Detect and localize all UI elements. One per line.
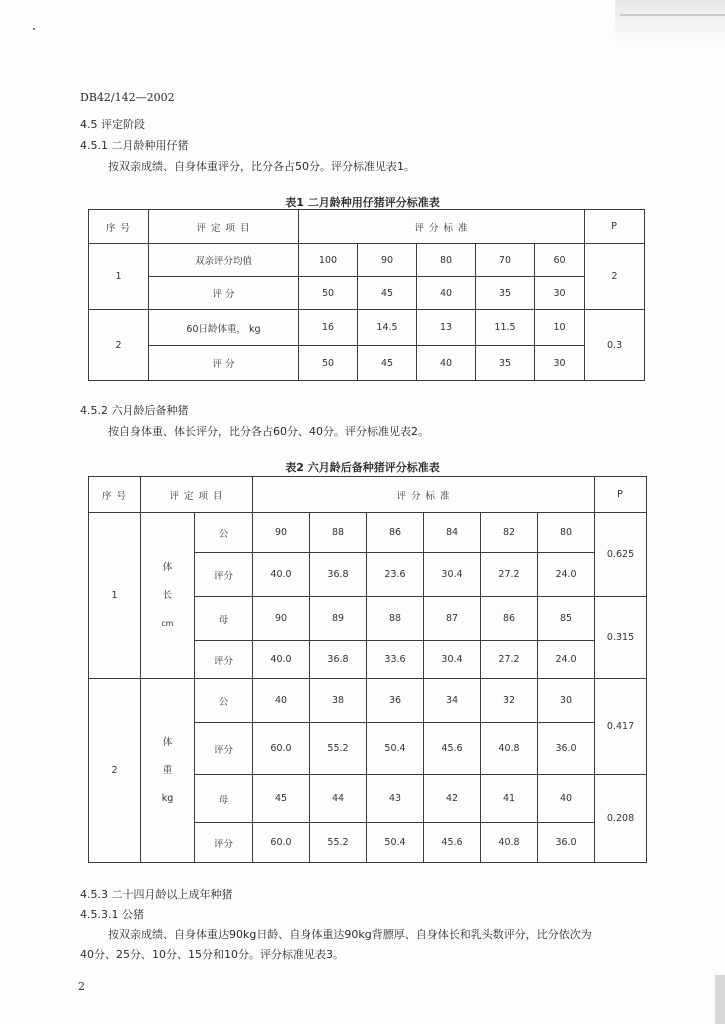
scan-corner-line <box>620 14 725 16</box>
table-cell: 50 <box>299 277 358 310</box>
table-cell: 36.0 <box>538 723 595 775</box>
score-label: 评分 <box>195 641 253 679</box>
table-cell: 80 <box>538 513 595 553</box>
table-cell: 36.0 <box>538 823 595 863</box>
table-cell: 33.6 <box>367 641 424 679</box>
table-cell: 30 <box>535 277 585 310</box>
table-cell: 90 <box>358 244 417 277</box>
table-cell: 45 <box>358 346 417 381</box>
table-cell: 40.0 <box>253 553 310 597</box>
table-cell: 34 <box>424 679 481 723</box>
table-cell: 11.5 <box>476 310 535 346</box>
sex-label: 母 <box>195 775 253 823</box>
page-number: 2 <box>78 980 85 993</box>
table-header-p: P <box>585 210 645 244</box>
scan-edge-strip <box>715 975 725 1024</box>
scan-corner-shadow <box>615 0 725 46</box>
sex-label: 公 <box>195 513 253 553</box>
paragraph-4-5-1: 按双亲成绩、自身体重评分，比分各占50分。评分标准见表1。 <box>108 160 415 173</box>
table-cell: 60.0 <box>253 823 310 863</box>
item-label: 60日龄体重， kg <box>149 310 299 346</box>
table-header-no: 序 号 <box>89 210 149 244</box>
table-cell: 40 <box>417 277 476 310</box>
table-cell: 16 <box>299 310 358 346</box>
table-cell: 30.4 <box>424 641 481 679</box>
table-cell: 32 <box>481 679 538 723</box>
measure-char: 体 <box>162 736 173 748</box>
table-cell: 45.6 <box>424 823 481 863</box>
table-header-item: 评 定 项 目 <box>141 477 253 513</box>
row-number: 1 <box>89 244 149 310</box>
table1-caption: 表1 二月龄种用仔猪评分标准表 <box>285 196 440 209</box>
table-cell: 55.2 <box>310 823 367 863</box>
table-cell: 85 <box>538 597 595 641</box>
table-cell: 88 <box>367 597 424 641</box>
table-cell: 45 <box>358 277 417 310</box>
table-cell: 80 <box>417 244 476 277</box>
p-value: 0.417 <box>595 679 647 775</box>
table-cell: 10 <box>535 310 585 346</box>
measure-label-weight <box>141 679 195 863</box>
table-cell: 42 <box>424 775 481 823</box>
table-cell: 90 <box>253 597 310 641</box>
item-label: 双亲评分均值 <box>149 244 299 277</box>
table-cell: 24.0 <box>538 553 595 597</box>
measure-char: 长 <box>162 589 173 601</box>
table-cell: 90 <box>253 513 310 553</box>
table2 <box>88 476 647 863</box>
table-cell: 40 <box>417 346 476 381</box>
scan-speck <box>33 28 35 30</box>
measure-char: kg <box>161 792 174 804</box>
item-label: 评 分 <box>149 277 299 310</box>
item-label: 评 分 <box>149 346 299 381</box>
table-cell: 70 <box>476 244 535 277</box>
p-value: 0.625 <box>595 513 647 597</box>
table-cell: 86 <box>481 597 538 641</box>
sex-label: 母 <box>195 597 253 641</box>
table-cell: 13 <box>417 310 476 346</box>
table-cell: 36.8 <box>310 641 367 679</box>
table-cell: 40 <box>538 775 595 823</box>
table-header-no: 序 号 <box>89 477 141 513</box>
p-value: 2 <box>585 244 645 310</box>
table-cell: 14.5 <box>358 310 417 346</box>
table-cell: 27.2 <box>481 553 538 597</box>
table-header-item: 评 定 项 目 <box>149 210 299 244</box>
paragraph-4-5-3-1-line2: 40分、25分、10分、15分和10分。评分标准见表3。 <box>80 948 344 961</box>
p-value: 0.208 <box>595 775 647 863</box>
section-heading-4-5-2: 4.5.2 六月龄后备种猪 <box>80 404 189 417</box>
table-cell: 60 <box>535 244 585 277</box>
table-cell: 40.8 <box>481 823 538 863</box>
table-cell: 35 <box>476 346 535 381</box>
table-cell: 38 <box>310 679 367 723</box>
table-cell: 30.4 <box>424 553 481 597</box>
table-cell: 23.6 <box>367 553 424 597</box>
paragraph-4-5-3-1-line1: 按双亲成绩、自身体重达90kg日龄、自身体重达90kg背膘厚、自身体长和乳头数评分，比分依次为 <box>108 928 592 941</box>
section-heading-4-5: 4.5 评定阶段 <box>80 118 145 131</box>
p-value: 0.3 <box>585 310 645 381</box>
table-cell: 24.0 <box>538 641 595 679</box>
row-number: 2 <box>89 679 141 863</box>
table-cell: 88 <box>310 513 367 553</box>
table-cell: 50.4 <box>367 823 424 863</box>
table-cell: 87 <box>424 597 481 641</box>
table-cell: 36.8 <box>310 553 367 597</box>
measure-unit: cm <box>161 618 174 628</box>
score-label: 评分 <box>195 823 253 863</box>
section-heading-4-5-1: 4.5.1 二月龄种用仔猪 <box>80 139 189 152</box>
table-cell: 35 <box>476 277 535 310</box>
section-heading-4-5-3: 4.5.3 二十四月龄以上成年种猪 <box>80 888 233 901</box>
table2-caption: 表2 六月龄后备种猪评分标准表 <box>285 461 440 474</box>
table-cell: 82 <box>481 513 538 553</box>
table-cell: 100 <box>299 244 358 277</box>
table-cell: 36 <box>367 679 424 723</box>
table-cell: 41 <box>481 775 538 823</box>
table-cell: 44 <box>310 775 367 823</box>
table-cell: 30 <box>538 679 595 723</box>
table-cell: 50.4 <box>367 723 424 775</box>
row-number: 2 <box>89 310 149 381</box>
score-label: 评分 <box>195 553 253 597</box>
table-cell: 43 <box>367 775 424 823</box>
table-cell: 40.8 <box>481 723 538 775</box>
p-value: 0.315 <box>595 597 647 679</box>
table-cell: 50 <box>299 346 358 381</box>
table-cell: 84 <box>424 513 481 553</box>
sex-label: 公 <box>195 679 253 723</box>
table-cell: 27.2 <box>481 641 538 679</box>
row-number: 1 <box>89 513 141 679</box>
table1 <box>88 209 645 381</box>
table-header-standard: 评 分 标 准 <box>253 477 595 513</box>
table-cell: 55.2 <box>310 723 367 775</box>
table-cell: 30 <box>535 346 585 381</box>
table-cell: 60.0 <box>253 723 310 775</box>
paragraph-4-5-2: 按自身体重、体长评分，比分各占60分、40分。评分标准见表2。 <box>108 425 429 438</box>
table-cell: 86 <box>367 513 424 553</box>
measure-label-length <box>141 513 195 679</box>
section-heading-4-5-3-1: 4.5.3.1 公猪 <box>80 908 144 921</box>
table-header-standard: 评 分 标 准 <box>299 210 585 244</box>
table-cell: 45.6 <box>424 723 481 775</box>
measure-char: 体 <box>162 561 173 573</box>
table-cell: 40.0 <box>253 641 310 679</box>
score-label: 评分 <box>195 723 253 775</box>
table-cell: 89 <box>310 597 367 641</box>
table-header-p: P <box>595 477 647 513</box>
measure-char: 重 <box>162 764 173 776</box>
table-cell: 45 <box>253 775 310 823</box>
table-cell: 40 <box>253 679 310 723</box>
document-code: DB42/142—2002 <box>80 91 175 104</box>
